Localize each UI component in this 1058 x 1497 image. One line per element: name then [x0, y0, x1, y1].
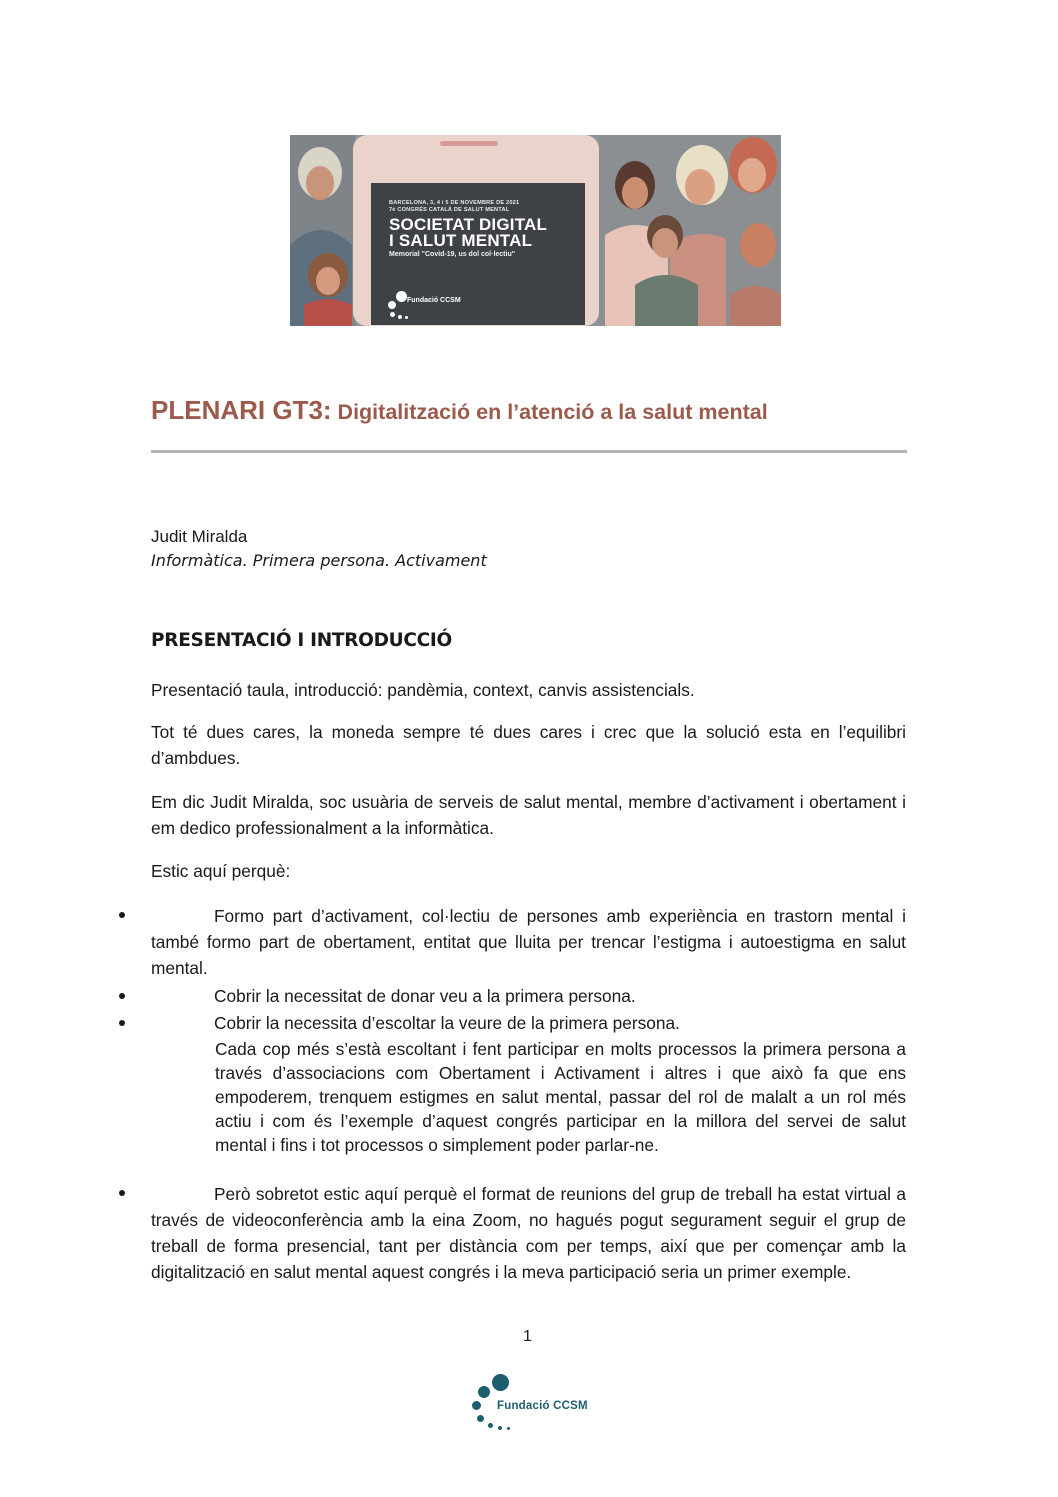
congress-banner	[290, 135, 781, 326]
logo-dot	[492, 1374, 509, 1391]
banner-date: BARCELONA, 3, 4 i 5 DE NOVEMBRE DE 2021	[389, 200, 520, 206]
bullet-item: Formo part d’activament, col·lectiu de persones amb experiència en trastorn mental i també formo part de obertament, entitat que lluita per trencar l’estigma i autoestigma en salut mental.	[151, 906, 906, 978]
paragraph: Presentació taula, introducció: pandèmia, context, canvis assistencials.	[151, 680, 695, 700]
bullet-icon	[119, 1190, 125, 1196]
heading-title: Digitalització en l’atenció a la salut mental	[331, 400, 768, 424]
banner-subtitle: Memorial "Covid-19, us dol col·lectiu"	[389, 251, 516, 258]
banner-title-line2: I SALUT MENTAL	[389, 231, 533, 250]
bullet-sub-paragraph: Cada cop més s’està escoltant i fent participar en molts processos la primera persona a través d’associacions com Obertament i Activament i altres i que això fa que ens empoderem, trenquem estigmes en salut mental, passar del rol de malalt a un rol més actiu i com és l’exemple d’aquest congrés participar en la millora del servei de salut mental i fins i tot processos o simplement poder parlar-ne.	[215, 1039, 906, 1155]
logo-dot	[405, 316, 408, 319]
document-heading	[151, 395, 911, 426]
paragraph: Estic aquí perquè:	[151, 861, 291, 881]
footer-logo	[470, 1372, 600, 1432]
author-role: Informàtica. Primera persona. Activament	[151, 551, 487, 570]
banner-title-line1: SOCIETAT DIGITAL	[389, 215, 548, 234]
author-name: Judit Miralda	[151, 527, 248, 546]
paragraph: Tot té dues cares, la moneda sempre té dues cares i crec que la solució esta en l’equilibri d’ambdues.	[151, 722, 906, 768]
logo-dot	[507, 1427, 510, 1430]
bullet-icon	[119, 912, 125, 918]
section-title: PRESENTACIÓ I INTRODUCCIÓ	[151, 630, 452, 651]
logo-dot	[390, 312, 395, 317]
logo-dot	[396, 291, 407, 302]
bullet-icon	[119, 993, 125, 999]
logo-dot	[488, 1423, 493, 1428]
logo-dot	[398, 315, 402, 319]
logo-dot	[478, 1386, 490, 1398]
banner-logo-label: Fundació CCSM	[407, 297, 461, 304]
page-number: 1	[523, 1328, 532, 1345]
logo-dot	[477, 1415, 484, 1422]
footer-logo-label: Fundació CCSM	[497, 1400, 588, 1412]
banner-card	[371, 183, 585, 325]
bullet-item: Cobrir la necessita d’escoltar la veure de la primera persona.	[214, 1013, 680, 1033]
bullet-item: Però sobretot estic aquí perquè el format de reunions del grup de treball ha estat virtual a través de videoconferència amb la eina Zoom, no hagués pogut segurament seguir el grup de treball de forma presencial, tant per distància com per temps, així que per començar amb la digitalització en salut mental aquest congrés i la meva participació seria un primer exemple.	[151, 1184, 906, 1282]
banner-logo	[388, 283, 478, 323]
heading-prefix: PLENARI GT3:	[151, 395, 332, 425]
logo-dot	[472, 1401, 481, 1410]
paragraph: Em dic Judit Miralda, soc usuària de serveis de salut mental, membre d’activament i obertament i em dedico professionalment a la informàtica.	[151, 792, 906, 838]
logo-dot	[498, 1426, 502, 1430]
bullet-icon	[119, 1020, 125, 1026]
banner-congress: 7è CONGRÉS CATALÀ DE SALUT MENTAL	[389, 207, 510, 213]
heading-divider	[151, 450, 907, 453]
bullet-item: Cobrir la necessitat de donar veu a la primera persona.	[214, 986, 636, 1006]
logo-dot	[388, 301, 396, 309]
